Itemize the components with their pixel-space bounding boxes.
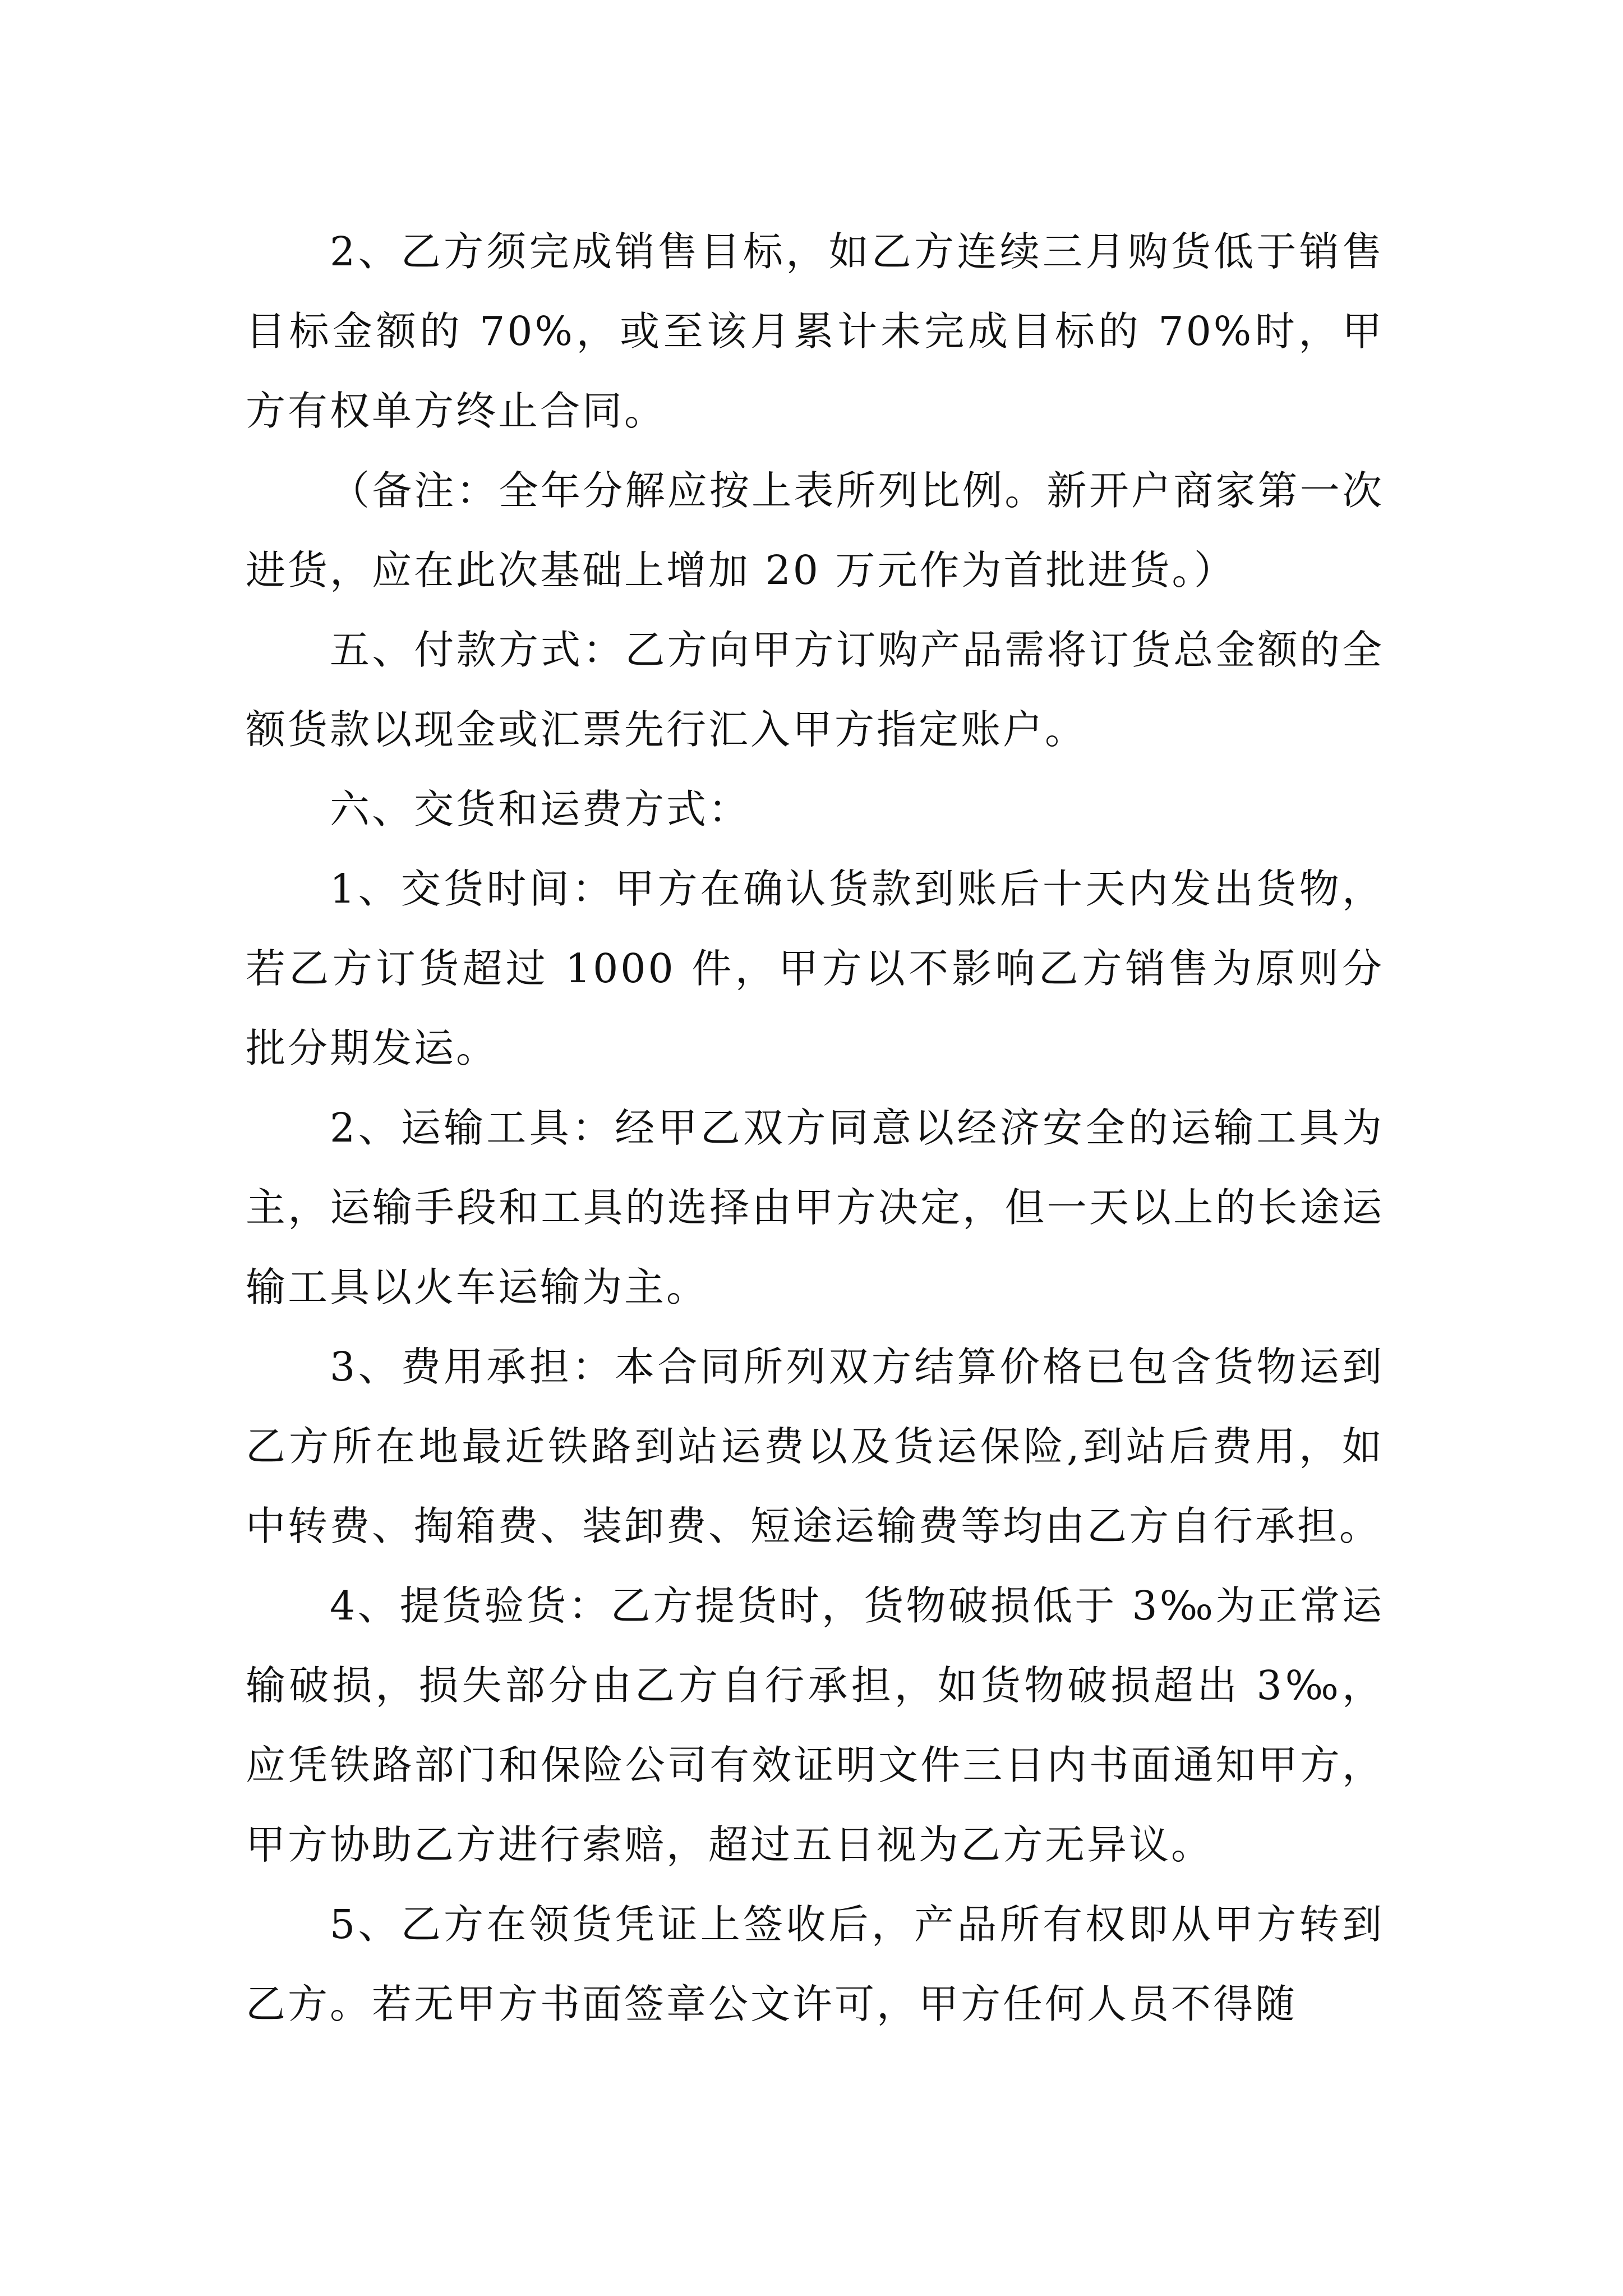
paragraph-ownership-transfer: 5、乙方在领货凭证上签收后，产品所有权即从甲方转到乙方。若无甲方书面签章公文许可，甲方任何人员不得随: [246, 1901, 1384, 2027]
paragraph-transport-tools: 2、运输工具：经甲乙双方同意以经济安全的运输工具为主，运输手段和工具的选择由甲方决定，但一天以上的长途运输工具以火车运输为主。: [246, 1105, 1384, 1310]
document-body: [246, 212, 1384, 2044]
paragraph-payment-method: 五、付款方式：乙方向甲方订购产品需将订货总金额的全额货款以现金或汇票先行汇入甲方指定账户。: [246, 627, 1384, 753]
paragraph-delivery-heading: 六、交货和运费方式：: [330, 786, 751, 832]
paragraph-delivery-time: 1、交货时间：甲方在确认货款到账后十天内发出货物，若乙方订货超过 1000 件，甲方以不影响乙方销售为原则分批分期发运。: [246, 866, 1384, 1071]
paragraph-sales-target: 2、乙方须完成销售目标，如乙方连续三月购货低于销售目标金额的 70%，或至该月累计未完成目标的 70%时，甲方有权单方终止合同。: [246, 228, 1384, 434]
paragraph-remark: （备注：全年分解应按上表所列比例。新开户商家第一次进货，应在此次基础上增加 20 万元作为首批进货。）: [246, 467, 1384, 593]
paragraph-cost-bearing: 3、费用承担：本合同所列双方结算价格已包含货物运到乙方所在地最近铁路到站运费以及货运保险,到站后费用，如中转费、掏箱费、装卸费、短途运输费等均由乙方自行承担。: [246, 1343, 1384, 1549]
paragraph-pickup-inspection: 4、提货验货：乙方提货时，货物破损低于 3‰为正常运输破损，损失部分由乙方自行承担，如货物破损超出 3‰，应凭铁路部门和保险公司有效证明文件三日内书面通知甲方，甲方协助乙方进行索赔，超过五日视为乙方无异议。: [246, 1582, 1384, 1868]
